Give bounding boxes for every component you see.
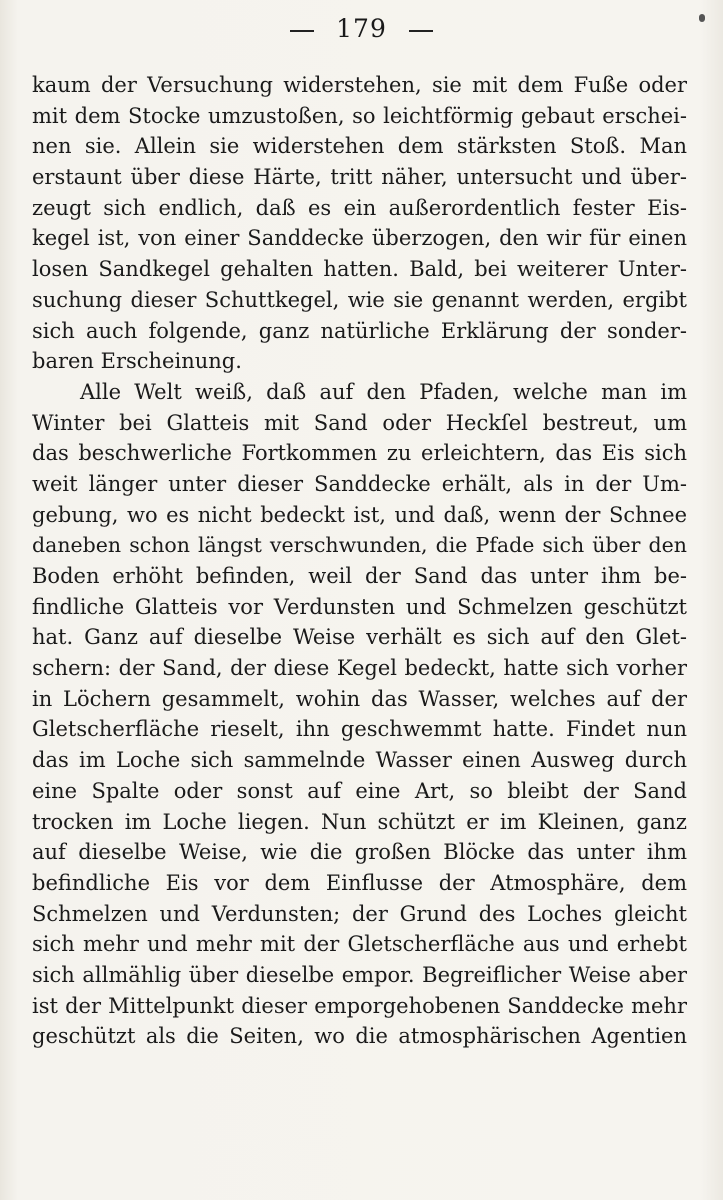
text-line: Schmelzen und Verdunsten; der Grund des Loches gleicht — [32, 901, 687, 926]
text-line: weit länger unter dieser Sanddecke erhält, als in der Um- — [32, 471, 687, 496]
text-line: auf dieselbe Weise, wie die großen Blöcke das unter ihm — [32, 840, 687, 865]
text-line: zeugt sich endlich, daß es ein außerordentlich fester Eis- — [32, 195, 687, 220]
body-text — [32, 70, 687, 1052]
text-line: Boden erhöht befinden, weil der Sand das unter ihm be- — [32, 564, 687, 588]
text-line: erstaunt über diese Härte, tritt näher, untersucht und über- — [32, 165, 687, 190]
text-line: Gletscherfläche rieselt, ihn geschwemmt hatte. Findet nun — [32, 717, 687, 742]
text-line: kegel ist, von einer Sanddecke überzogen, den wir für einen — [32, 226, 687, 251]
text-line: baren Erscheinung. — [32, 349, 242, 374]
text-line: losen Sandkegel gehalten hatten. Bald, bei weiterer Unter- — [32, 257, 687, 282]
text-line: gebung, wo es nicht bedeckt ist, und daß, wenn der Schnee — [32, 502, 687, 527]
text-line: hat. Ganz auf dieselbe Weise verhält es sich auf den Glet- — [32, 625, 687, 650]
paragraph-start-line: Alle Welt weiß, daß auf den Pfaden, welche man im — [80, 379, 687, 404]
text-line: eine Spalte oder sonst auf eine Art, so bleibt der Sand — [32, 778, 687, 803]
text-line: mit dem Stocke umzustoßen, so leichtförmig gebaut erschei- — [32, 103, 687, 128]
text-line: daneben schon längst verschwunden, die Pfade sich über den — [32, 533, 687, 558]
left-dash — [290, 30, 314, 32]
page-number: 179 — [336, 14, 387, 43]
text-line: geschützt als die Seiten, wo die atmosphärischen Agentien — [32, 1024, 687, 1049]
text-line: befindliche Eis vor dem Einflusse der Atmosphäre, dem — [32, 870, 687, 895]
text-line: sich allmählig über dieselbe empor. Begreiflicher Weise aber — [32, 962, 687, 987]
page-number-header — [0, 14, 723, 43]
text-line: sich mehr und mehr mit der Gletscherfläche aus und erhebt — [32, 932, 687, 957]
text-line: das beschwerliche Fortkommen zu erleichtern, das Eis sich — [32, 441, 687, 466]
text-line: findliche Glatteis vor Verdunsten und Schmelzen geschützt — [32, 594, 687, 619]
text-line: ist der Mittelpunkt dieser emporgehobenen Sanddecke mehr — [32, 993, 687, 1018]
text-line: schern: der Sand, der diese Kegel bedeckt, hatte sich vorher — [32, 656, 687, 681]
text-line: suchung dieser Schuttkegel, wie sie genannt werden, ergibt — [32, 287, 687, 312]
text-line: in Löchern gesammelt, wohin das Wasser, welches auf der — [32, 686, 687, 711]
text-line: kaum der Versuchung widerstehen, sie mit dem Fuße oder — [32, 73, 687, 97]
right-dash — [409, 30, 433, 32]
text-line: trocken im Loche liegen. Nun schützt er im Kleinen, ganz — [32, 809, 687, 834]
text-line: das im Loche sich sammelnde Wasser einen Ausweg durch — [32, 748, 687, 773]
text-line: sich auch folgende, ganz natürliche Erklärung der sonder- — [32, 318, 687, 343]
text-line: nen sie. Allein sie widerstehen dem stärksten Stoß. Man — [32, 134, 687, 159]
text-line: Winter bei Glatteis mit Sand oder Heckſel bestreut, um — [32, 410, 687, 435]
